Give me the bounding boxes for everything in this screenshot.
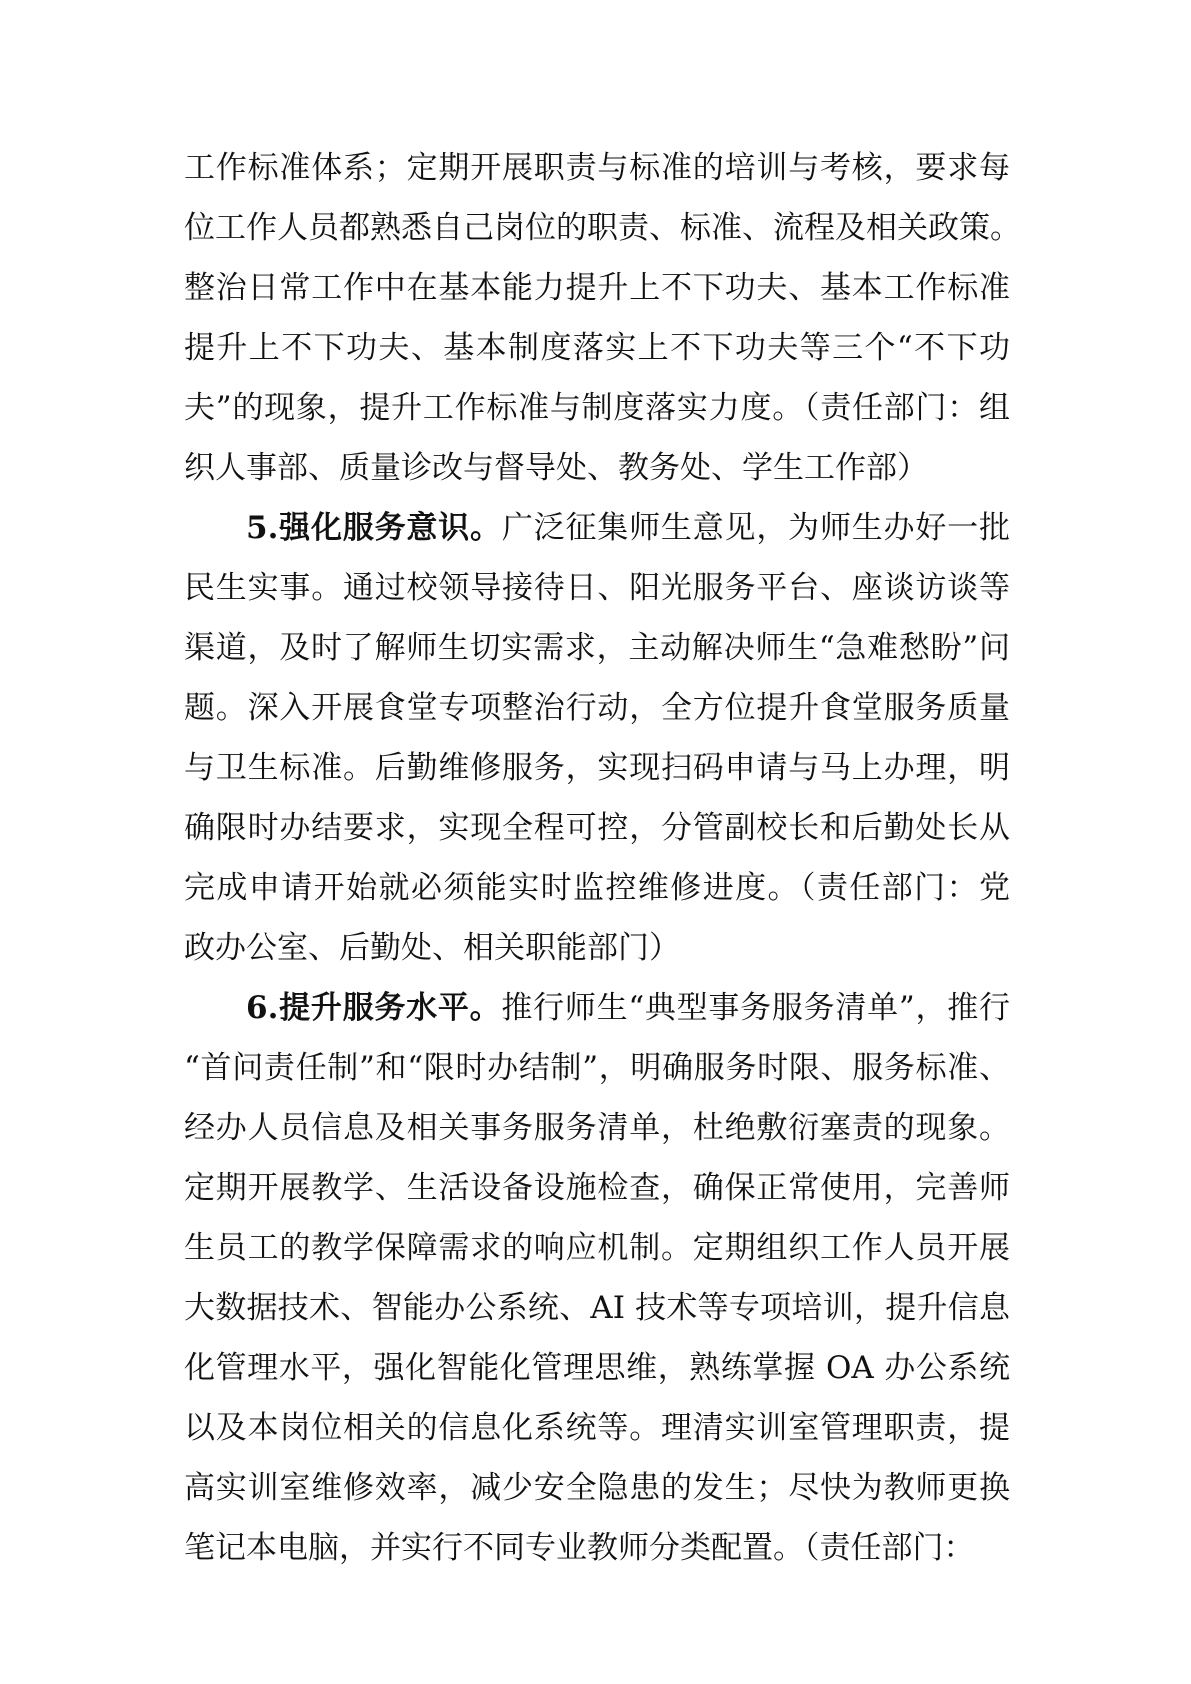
paragraph-line: 生员工的教学保障需求的响应机制。定期组织工作人员开展 [184, 1230, 1010, 1266]
item-6-text: 推行师生“典型事务服务清单”，推行 [501, 990, 1010, 1026]
item-5-heading: 5.强化服务意识。 [246, 510, 502, 546]
paragraph-line: 与卫生标准。后勤维修服务，实现扫码申请与马上办理，明 [184, 750, 1010, 786]
paragraph-line: 政办公室、后勤处、相关职能部门） [184, 930, 680, 966]
item-5-text: 广泛征集师生意见，为师生办好一批 [501, 510, 1010, 546]
paragraph-line: 化管理水平，强化智能化管理思维，熟练掌握 OA 办公系统 [184, 1350, 1010, 1386]
paragraph-line: 渠道，及时了解师生切实需求，主动解决师生“急难愁盼”问 [184, 630, 1010, 666]
paragraph-line: “首问责任制”和“限时办结制”，明确服务时限、服务标准、 [184, 1050, 1010, 1086]
paragraph-line: 整治日常工作中在基本能力提升上不下功夫、基本工作标准 [184, 270, 1010, 306]
paragraph-line: 位工作人员都熟悉自己岗位的职责、标准、流程及相关政策。 [184, 210, 1021, 246]
paragraph-line: 经办人员信息及相关事务服务清单，杜绝敷衍塞责的现象。 [184, 1110, 1010, 1146]
paragraph-line: 工作标准体系；定期开展职责与标准的培训与考核，要求每 [184, 150, 1010, 186]
paragraph-line: 以及本岗位相关的信息化系统等。理清实训室管理职责，提 [184, 1410, 1010, 1446]
paragraph-line: 提升上不下功夫、基本制度落实上不下功夫等三个“不下功 [184, 330, 1010, 366]
paragraph-line: 题。深入开展食堂专项整治行动，全方位提升食堂服务质量 [184, 690, 1010, 726]
paragraph-line: 确限时办结要求，实现全程可控，分管副校长和后勤处长从 [184, 810, 1010, 846]
paragraph-line: 完成申请开始就必须能实时监控维修进度。（责任部门：党 [184, 870, 1010, 906]
paragraph-line: 大数据技术、智能办公系统、AI 技术等专项培训，提升信息 [184, 1290, 1010, 1326]
item-6-first-line [246, 978, 1010, 1038]
paragraph-line: 夫”的现象，提升工作标准与制度落实力度。（责任部门：组 [184, 390, 1010, 426]
item-6-heading: 6.提升服务水平。 [246, 990, 502, 1026]
paragraph-line: 民生实事。通过校领导接待日、阳光服务平台、座谈访谈等 [184, 570, 1010, 606]
paragraph-line: 织人事部、质量诊改与督导处、教务处、学生工作部） [184, 450, 928, 486]
paragraph-line: 高实训室维修效率，减少安全隐患的发生；尽快为教师更换 [184, 1470, 1010, 1506]
paragraph-line: 定期开展教学、生活设备设施检查，确保正常使用，完善师 [184, 1170, 1010, 1206]
item-5-first-line [246, 498, 1010, 558]
paragraph-line: 笔记本电脑，并实行不同专业教师分类配置。（责任部门： [184, 1530, 975, 1566]
